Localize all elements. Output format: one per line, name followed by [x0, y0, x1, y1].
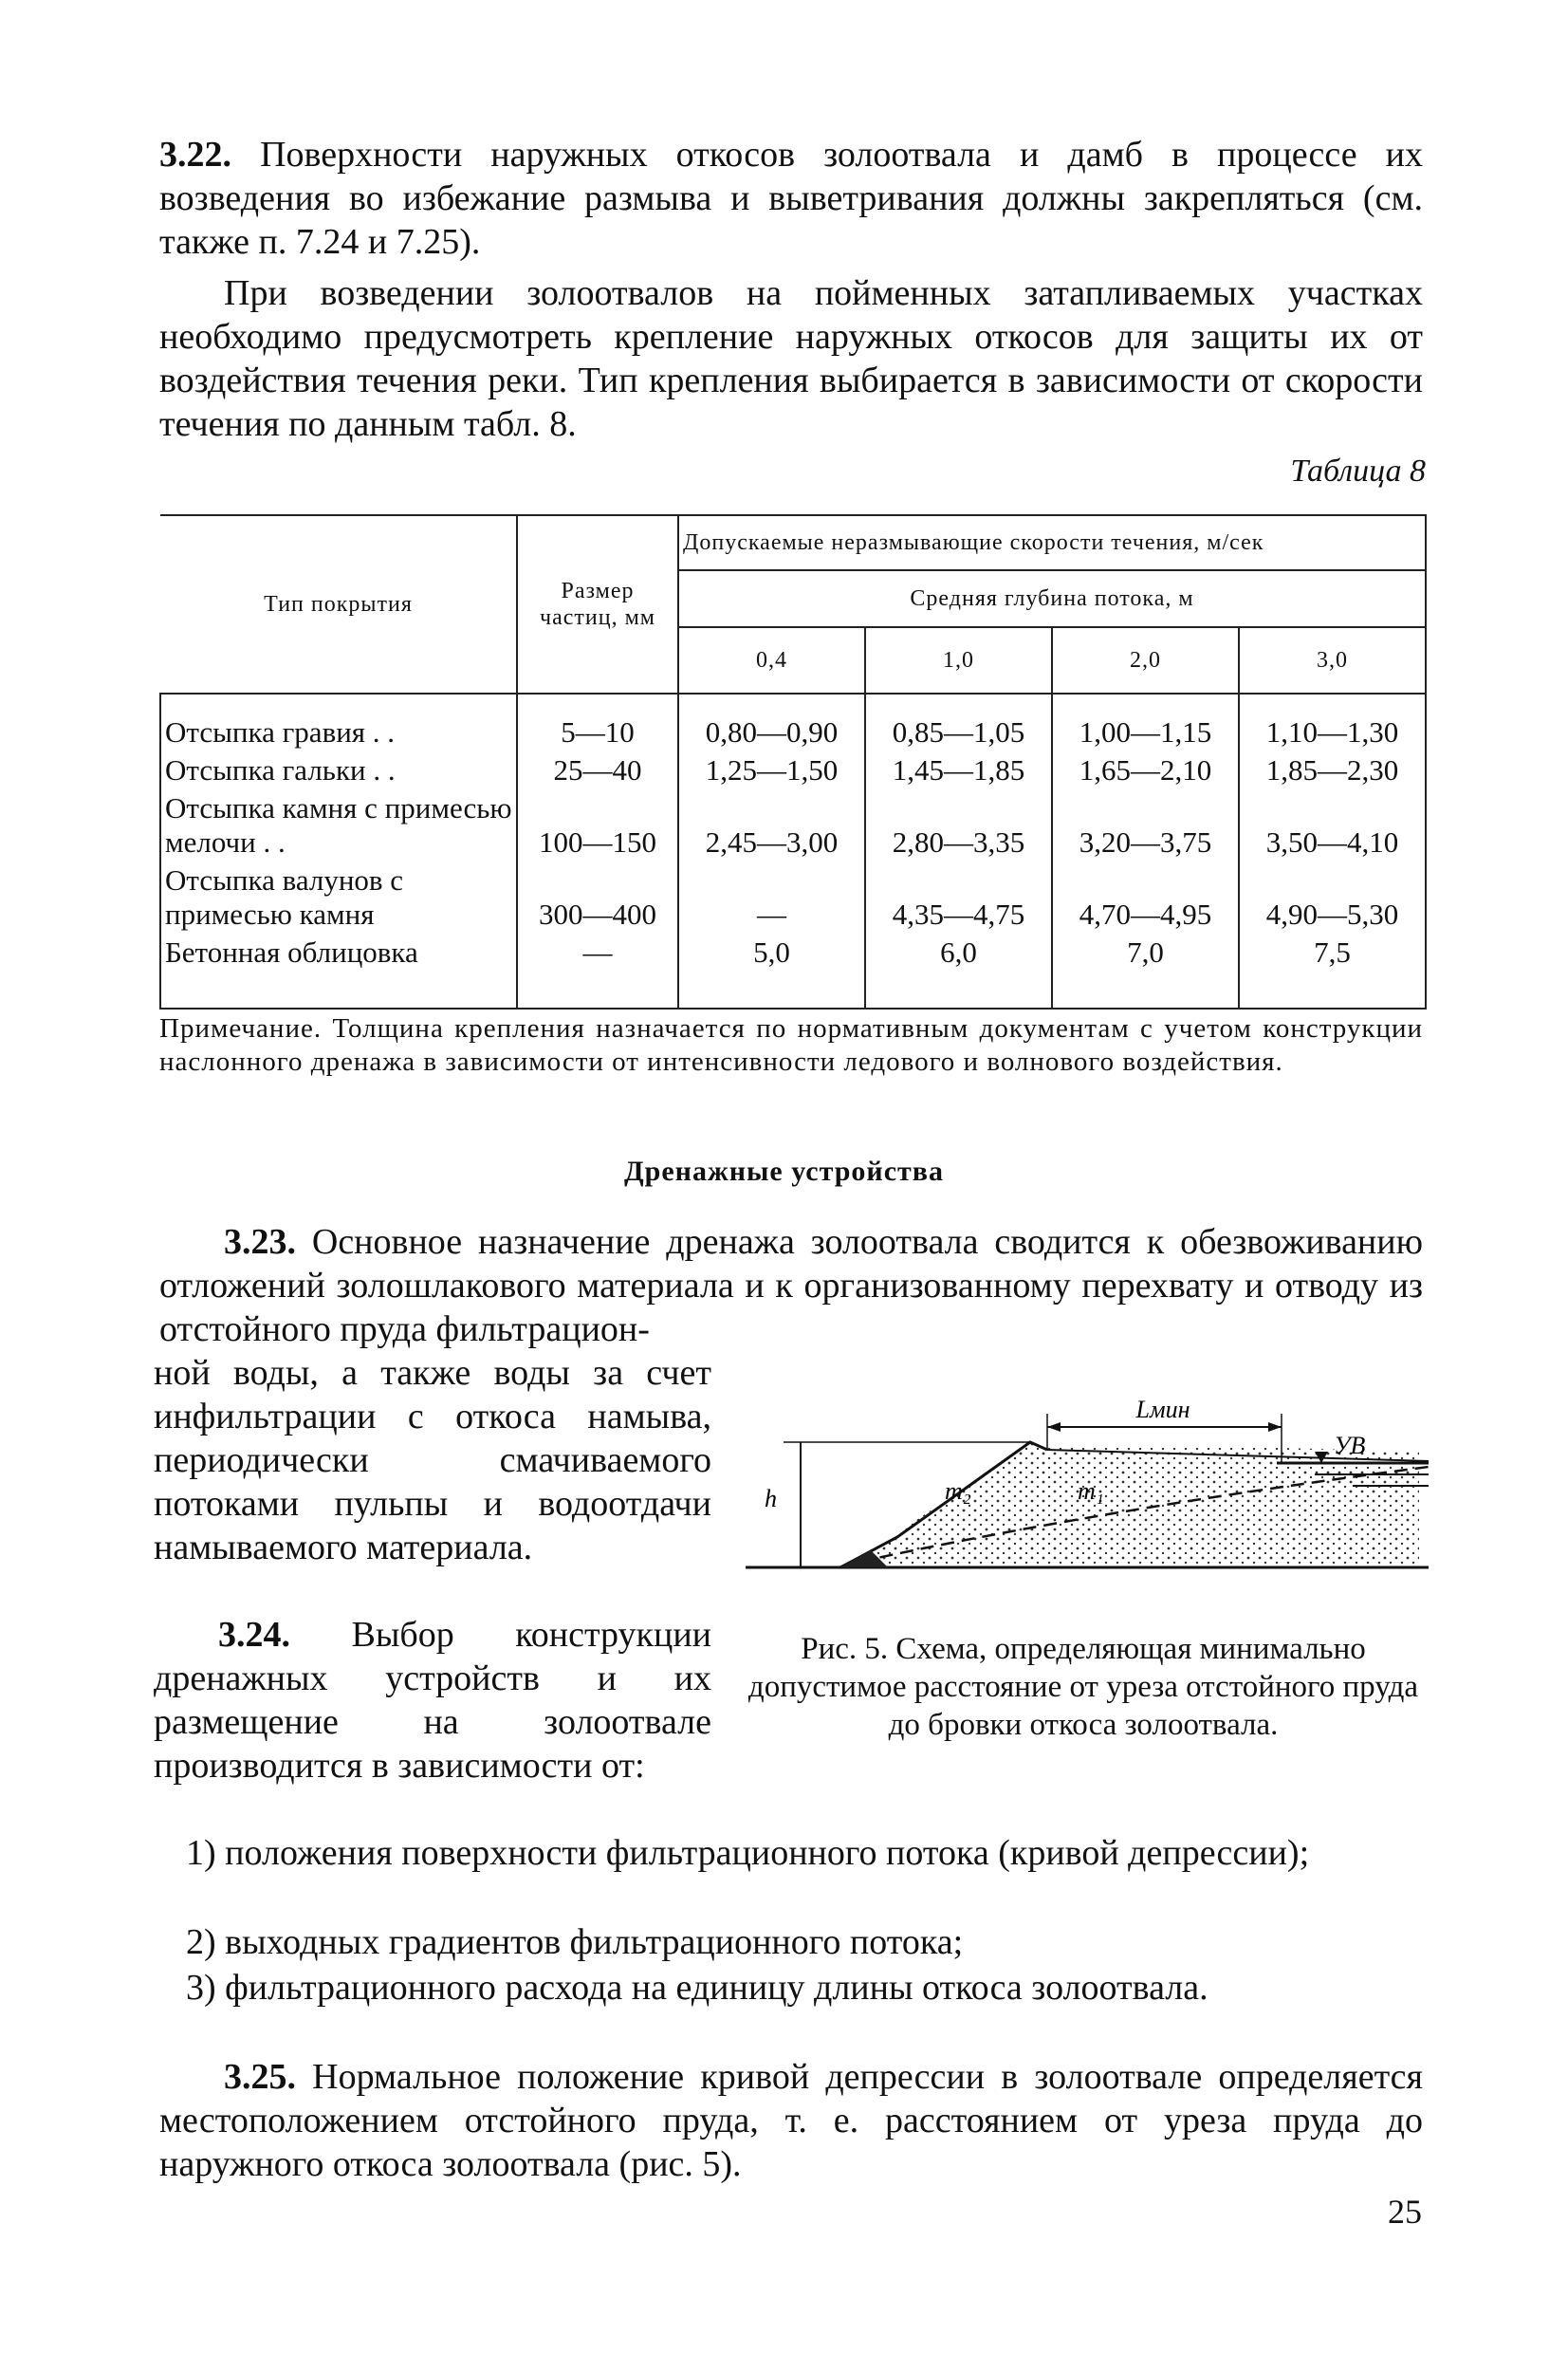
- header-type: Тип покрытия: [160, 515, 517, 694]
- row-value: 4,35—4,75: [865, 862, 1052, 934]
- label-h: h: [765, 1485, 777, 1512]
- paragraph-number: 3.25.: [224, 2057, 296, 2097]
- table-row: [160, 862, 1426, 934]
- row-size: 100—150: [517, 789, 678, 862]
- header-velocities: Допускаемые неразмывающие скорости течения, м/сек: [678, 515, 1426, 570]
- row-size: —: [517, 934, 678, 1009]
- row-value: 3,50—4,10: [1239, 789, 1426, 862]
- list-item: 1) положения поверхности фильтрационного потока (кривой депрессии);: [186, 1833, 1310, 1873]
- paragraph-3-23: [159, 1220, 1423, 1351]
- row-value: 1,45—1,85: [865, 751, 1052, 789]
- row-value: 2,45—3,00: [678, 789, 865, 862]
- paragraph-3-22-cont: При возведении золоотвалов на пойменных затапливаемых участках необходимо предусмотреть крепление наружных откосов для защиты их от воздействия течения реки. Тип крепления выбирается в зависимости от скорости течения по данным табл. 8.: [159, 273, 1423, 444]
- section-title: Дренажные устройства: [624, 1156, 944, 1187]
- row-value: —: [678, 862, 865, 934]
- paragraph-text: Выбор конструкции дренажных устройств и их размещение на золоотвале производится в зависимости от:: [154, 1615, 711, 1786]
- row-name: Отсыпка гальки . .: [160, 751, 517, 789]
- paragraph-3-25: [159, 2055, 1423, 2186]
- label-m1: m₁: [1078, 1477, 1104, 1505]
- row-value: 7,0: [1052, 934, 1239, 1009]
- row-value: 1,65—2,10: [1052, 751, 1239, 789]
- paragraph-text: Основное назначение дренажа золоотвала сводится к обезвоживанию отложений золошлакового материала и к организованному перехвату и отводу из отстойного пруда фильтрацион-: [159, 1222, 1423, 1349]
- row-size: 300—400: [517, 862, 678, 934]
- row-value: 2,80—3,35: [865, 789, 1052, 862]
- paragraph-text: Нормальное положение кривой депрессии в золоотвале определяется местоположением отстойного пруда, т. е. расстоянием от уреза пруда до наружного откоса золоотвала (рис. 5).: [159, 2057, 1423, 2184]
- row-name: Отсыпка гравия . .: [160, 694, 517, 751]
- header-depth-3: 2,0: [1052, 627, 1239, 694]
- paragraph-number: 3.24.: [218, 1615, 290, 1655]
- label-lmin: Lмин: [1135, 1396, 1190, 1423]
- row-name: Отсыпка камня с примесью мелочи . .: [160, 789, 517, 862]
- row-value: 1,25—1,50: [678, 751, 865, 789]
- row-value: 1,85—2,30: [1239, 751, 1426, 789]
- row-size: 5—10: [517, 694, 678, 751]
- row-value: 1,10—1,30: [1239, 694, 1426, 751]
- paragraph-3-22: [159, 133, 1423, 264]
- figure-5-diagram: [746, 1395, 1429, 1594]
- paragraph-3-23-cont: ной воды, а также воды за счет инфильтрации с откоса намыва, периодически смачиваемого потоками пульпы и водоотдачи намываемого материала.: [154, 1353, 711, 1567]
- row-value: 4,90—5,30: [1239, 862, 1426, 934]
- header-depth: Средняя глубина потока, м: [678, 570, 1426, 627]
- row-value: 6,0: [865, 934, 1052, 1009]
- table-note: Примечание. Толщина крепления назначается по нормативным документам с учетом конструкции наслонного дренажа в зависимости от интенсивности ледового и волнового воздействия.: [159, 1013, 1423, 1077]
- paragraph-3-24: [154, 1613, 711, 1788]
- row-name: Бетонная облицовка: [160, 934, 517, 1009]
- row-value: 3,20—3,75: [1052, 789, 1239, 862]
- row-value: 4,70—4,95: [1052, 862, 1239, 934]
- table-row: [160, 751, 1426, 789]
- paragraph-number: 3.23.: [224, 1222, 296, 1262]
- table-caption: Таблица 8: [1290, 454, 1426, 489]
- table-row: [160, 789, 1426, 862]
- row-value: 0,80—0,90: [678, 694, 865, 751]
- row-value: 0,85—1,05: [865, 694, 1052, 751]
- header-size: Размер частиц, мм: [517, 515, 678, 694]
- paragraph-number: 3.22.: [159, 135, 231, 175]
- row-value: 5,0: [678, 934, 865, 1009]
- list-item: 3) фильтрационного расхода на единицу длины откоса золоотвала.: [186, 1968, 1208, 2008]
- row-name: Отсыпка валунов с примесью камня: [160, 862, 517, 934]
- label-uv: УВ: [1334, 1432, 1366, 1459]
- row-size: 25—40: [517, 751, 678, 789]
- header-depth-1: 0,4: [678, 627, 865, 694]
- paragraph-text: Поверхности наружных откосов золоотвала и дамб в процессе их возведения во избежание размыва и выветривания должны закрепляться (см. также п. 7.24 и 7.25).: [159, 135, 1423, 262]
- header-depth-2: 1,0: [865, 627, 1052, 694]
- label-m2: m₂: [945, 1477, 971, 1505]
- row-value: 1,00—1,15: [1052, 694, 1239, 751]
- list-item: 2) выходных градиентов фильтрационного потока;: [186, 1922, 964, 1962]
- table-row: [160, 934, 1426, 1009]
- table-row: [160, 694, 1426, 751]
- figure-caption: Рис. 5. Схема, определяющая минимально допустимое расстояние от уреза отстойного пруда до бровки откоса золоотвала.: [747, 1632, 1419, 1742]
- row-value: 7,5: [1239, 934, 1426, 1009]
- page-number: 25: [1388, 2193, 1422, 2231]
- header-depth-4: 3,0: [1239, 627, 1426, 694]
- table-8: [159, 514, 1427, 1010]
